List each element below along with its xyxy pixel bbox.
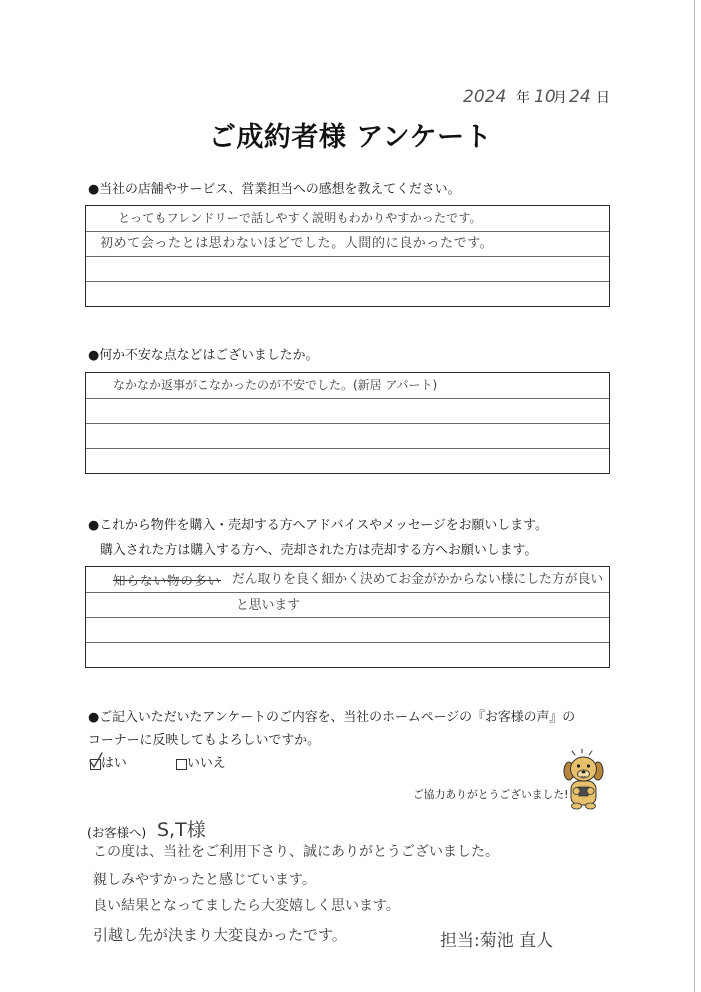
- date-day: 24: [569, 87, 591, 107]
- answer-row-line: [86, 642, 609, 643]
- page-title: ご成約者様 アンケート: [208, 122, 493, 153]
- message-line-1: この度は、当社をご利用下さり、誠にありがとうございました。: [93, 844, 499, 860]
- question-2-label: ●何か不安な点などはございましたか。: [88, 348, 319, 363]
- consent-question-line-1: ●ご記入いただいたアンケートのご内容を、当社のホームページの『お客様の声』の: [88, 710, 576, 725]
- answer-row-line: [86, 281, 609, 282]
- consent-no-label: いいえ: [187, 756, 226, 771]
- answer-3-struck-text: 知らない物の多い: [113, 573, 222, 588]
- answer-row-line: [86, 448, 609, 449]
- message-line-2: 親しみやすかったと感じています。: [93, 872, 316, 888]
- date-day-unit: 日: [596, 90, 610, 106]
- consent-no-checkbox: [176, 759, 187, 770]
- answer-row-line: [86, 423, 609, 424]
- thanks-message: ご協力ありがとうございました!: [413, 788, 569, 801]
- message-heading: (お客様へ): [87, 825, 147, 840]
- message-line-4: 引越し先が決まり大変良かったです。: [93, 926, 347, 944]
- message-recipient: S,T様: [157, 819, 206, 841]
- answer-2-line-1: なかなか返事がこなかったのが不安でした。(新居 アパート): [113, 378, 438, 392]
- answer-row-line: [86, 592, 609, 593]
- date-month: 10: [534, 87, 556, 107]
- question-3-sublabel: 購入された方は購入する方へ、売却された方は売却する方へお願いします。: [100, 543, 538, 558]
- answer-row-line: [86, 256, 609, 257]
- consent-question-line-2: コーナーに反映してもよろしいですか。: [88, 733, 321, 748]
- staff-signature: 担当:菊池 直人: [440, 931, 554, 951]
- date-year: 2024: [463, 87, 507, 107]
- answer-1-line-2: 初めて会ったとは思わないほどでした。人間的に良かったです。: [100, 236, 494, 251]
- answer-row-line: [86, 231, 609, 232]
- consent-yes-label: はい: [101, 756, 127, 771]
- date-year-unit: 年: [516, 90, 530, 106]
- answer-3-line-1: だん取りを良く細かく決めてお金がかからない様にした方が良い: [232, 572, 604, 587]
- message-line-3: 良い結果となってましたら大変嬉しく思います。: [93, 898, 400, 914]
- answer-row-line: [86, 617, 609, 618]
- answer-1-line-1: とってもフレンドリーで話しやすく説明もわかりやすかったです。: [118, 211, 482, 225]
- answer-row-line: [86, 398, 609, 399]
- question-3-label: ●これから物件を購入・売却する方へアドバイスやメッセージをお願いします。: [88, 518, 548, 533]
- answer-3-line-2: と思います: [236, 598, 300, 613]
- date-month-unit: 月: [553, 90, 567, 106]
- question-1-label: ●当社の店舗やサービス、営業担当への感想を教えてください。: [88, 182, 461, 197]
